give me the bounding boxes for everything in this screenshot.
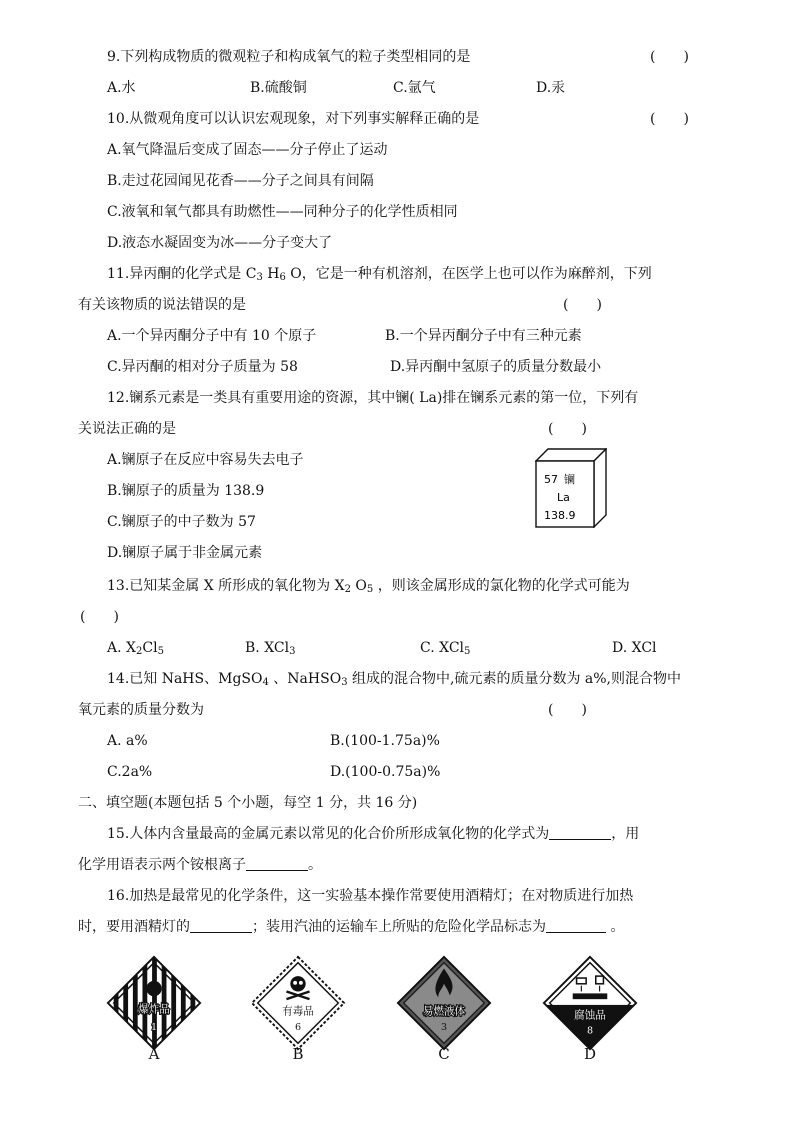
q11-option-a: A.一个异丙酮分子中有 10 个原子 bbox=[107, 328, 317, 344]
q14-answer-paren: ( ) bbox=[548, 702, 587, 718]
q10-option-d: D.液态水凝固变为冰——分子变大了 bbox=[107, 235, 333, 251]
q14-stem: 14.已知 NaHS、MgSO$_4$ 、NaHSO$_3$ 组成的混合物中,硫元素的质量分数为 a%,则混合物中 bbox=[107, 671, 682, 688]
sign-label: 腐蚀品 bbox=[574, 1009, 606, 1022]
q9-option-a: A.水 bbox=[107, 80, 136, 96]
q13-option-b: B. XCl$_3$ bbox=[245, 640, 296, 657]
sign-number: 6 bbox=[294, 1021, 302, 1033]
q16-blank-2[interactable] bbox=[546, 918, 606, 933]
q9-option-b: B.硫酸铜 bbox=[250, 80, 307, 96]
q14-option-a: A. a% bbox=[107, 733, 148, 749]
q13-answer-paren: ( ) bbox=[80, 609, 119, 625]
q15-blank-1[interactable] bbox=[549, 825, 611, 840]
q15-blank-2[interactable] bbox=[246, 856, 308, 871]
explosion-icon bbox=[146, 981, 161, 996]
lanthanum-element-box bbox=[535, 448, 607, 528]
section-title: 二、填空题(本题包括 5 个小题，每空 1 分，共 16 分) bbox=[78, 795, 418, 811]
q9-answer-paren: ( ) bbox=[650, 49, 689, 65]
q12-answer-paren: ( ) bbox=[548, 421, 587, 437]
q10-stem: 10.从微观角度可以认识宏观现象，对下列事实解释正确的是 bbox=[107, 111, 480, 127]
sign-letter-b: B bbox=[292, 1045, 304, 1063]
sign-letter-c: C bbox=[438, 1045, 450, 1063]
q15-line2: 化学用语表示两个铵根离子 。 bbox=[78, 857, 322, 873]
q14-option-b: B.(100-1.75a)% bbox=[330, 733, 440, 749]
q13-option-a: A. $X_2Cl_5$ bbox=[107, 640, 164, 657]
element-name: 镧 bbox=[564, 473, 575, 486]
q12-stem-line2: 关说法正确的是 bbox=[78, 421, 176, 437]
q9-option-d: D.汞 bbox=[536, 80, 566, 96]
sign-label: 易燃液体 bbox=[422, 1005, 466, 1018]
q9-option-c: C.氩气 bbox=[393, 80, 436, 96]
q10-answer-paren: ( ) bbox=[650, 111, 689, 127]
sign-number: 8 bbox=[586, 1025, 594, 1037]
explosive-sign bbox=[106, 955, 202, 1051]
sign-letter-a: A bbox=[148, 1045, 160, 1063]
q10-option-b: B.走过花园闻见花香——分子之间具有间隔 bbox=[107, 173, 374, 189]
element-mass: 138.9 bbox=[544, 509, 576, 522]
q16-line1: 16.加热是最常见的化学条件，这一实验基本操作常要使用酒精灯；在对物质进行加热 bbox=[107, 888, 634, 904]
q11-option-d: D.异丙酮中氢原子的质量分数最小 bbox=[390, 359, 602, 375]
element-number: 57 bbox=[544, 473, 558, 486]
corrosive-sign bbox=[542, 955, 638, 1051]
q12-option-a: A.镧原子在反应中容易失去电子 bbox=[107, 452, 304, 468]
q16-blank-1[interactable] bbox=[190, 918, 252, 933]
toxic-sign bbox=[250, 955, 346, 1051]
sign-letter-d: D bbox=[583, 1045, 597, 1063]
q13-stem: 13.已知某金属 X 所形成的氧化物为 $X_2$ $O_5$ ，则该金属形成的氯化物的化学式可能为 bbox=[107, 578, 630, 595]
q10-option-c: C.液氧和氧气都具有助燃性——同种分子的化学性质相同 bbox=[107, 204, 458, 220]
q13-option-c: C. XCl$_5$ bbox=[420, 640, 471, 657]
q12-option-c: C.镧原子的中子数为 57 bbox=[107, 514, 256, 530]
sign-label: 有毒品 bbox=[282, 1005, 314, 1018]
q16-line2: 时，要用酒精灯的 ；装用汽油的运输车上所贴的危险化学品标志为 。 bbox=[78, 919, 625, 935]
q12-option-d: D.镧原子属于非金属元素 bbox=[107, 545, 263, 561]
q15-line1: 15.人体内含量最高的金属元素以常见的化合价所形成氧化物的化学式为 ，用 bbox=[107, 826, 640, 842]
q11-option-b: B.一个异丙酮分子中有三种元素 bbox=[385, 328, 582, 344]
q11-stem: 11.异丙酮的化学式是 $C_3$ $H_6$ O，它是一种有机溶剂，在医学上也可以作为麻醉剂，下列 bbox=[107, 266, 652, 283]
q14-option-c: C.2a% bbox=[107, 764, 153, 780]
sign-number: 1 bbox=[150, 1021, 158, 1033]
q14-stem-line2: 氧元素的质量分数为 bbox=[78, 702, 204, 718]
element-symbol: La bbox=[557, 491, 570, 504]
q9-stem: 9.下列构成物质的微观粒子和构成氧气的粒子类型相同的是 bbox=[107, 49, 471, 65]
q13-option-d: D. XCl bbox=[612, 640, 657, 656]
q10-option-a: A.氧气降温后变成了固态——分子停止了运动 bbox=[107, 142, 388, 158]
q11-option-c: C.异丙酮的相对分子质量为 58 bbox=[107, 359, 298, 375]
q14-option-d: D.(100-0.75a)% bbox=[330, 764, 441, 780]
q11-answer-paren: ( ) bbox=[563, 297, 602, 313]
sign-number: 3 bbox=[440, 1021, 448, 1033]
q12-stem: 12.镧系元素是一类具有重要用途的资源，其中镧( La)排在镧系元素的第一位，下列有 bbox=[107, 390, 639, 406]
q11-stem-line2: 有关该物质的说法错误的是 bbox=[78, 297, 246, 313]
flammable-liquid-sign bbox=[396, 955, 492, 1051]
sign-label: 爆炸品 bbox=[138, 1003, 170, 1016]
q12-option-b: B.镧原子的质量为 138.9 bbox=[107, 483, 265, 499]
